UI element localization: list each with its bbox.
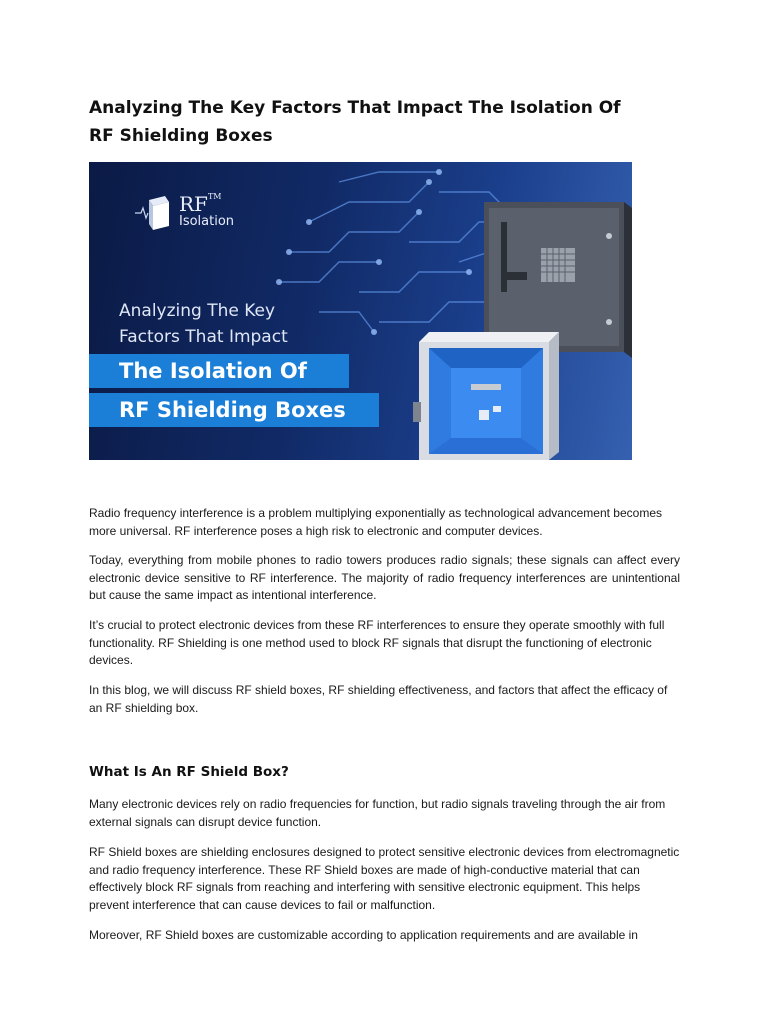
section-paragraph-3: Moreover, RF Shield boxes are customizable according to application requirements and are available in — [89, 928, 638, 942]
rf-isolation-logo — [119, 194, 239, 240]
section-paragraph-2: RF Shield boxes are shielding enclosures designed to protect sensitive electronic devices from electromagnetic and radio frequency interference. These RF Shield boxes are made of high-conductive material that can effectively block RF signals from reaching and interfering with sensitive electronic equipment. This helps prevent interference that can cause devices to fail or malfunction. — [89, 845, 680, 912]
section-heading: What Is An RF Shield Box? — [89, 764, 289, 780]
shield-boxes-illustration — [389, 202, 632, 460]
logo-rf-text: RF™ — [179, 192, 222, 216]
intro-paragraph-1: Radio frequency interference is a problem multiplying exponentially as technological advancement becomes more universal. RF interference poses a high risk to electronic and computer devices. — [89, 506, 662, 538]
banner-subtitle-line-1: Analyzing The Key — [119, 301, 276, 321]
intro-paragraph-3: It’s crucial to protect electronic devices from these RF interferences to ensure they operate smoothly with full functionality. RF Shielding is one method used to block RF signals that disrupt the functioning of electronic devices. — [89, 618, 665, 667]
section-paragraph-1: Many electronic devices rely on radio frequencies for function, but radio signals traveling through the air from external signals can disrupt device function. — [89, 797, 666, 829]
intro-paragraph-4: In this blog, we will discuss RF shield boxes, RF shielding effectiveness, and factors that affect the efficacy of an RF shielding box. — [89, 683, 668, 715]
banner-subtitle-line-2: Factors That Impact — [119, 327, 288, 347]
logo-cube-icon — [135, 194, 169, 232]
banner-highlight-line-1: The Isolation Of — [89, 354, 349, 388]
banner-highlight-line-2: RF Shielding Boxes — [89, 393, 379, 427]
article-banner-image — [89, 162, 632, 460]
article-title: Analyzing The Key Factors That Impact The Isolation Of RF Shielding Boxes — [89, 98, 621, 146]
intro-paragraph-2: Today, everything from mobile phones to radio towers produces radio signals; these signals can affect every electronic device sensitive to RF interference. The majority of radio frequency interferences are unintentional but cause the same impact as intentional interference. — [89, 553, 680, 602]
logo-isolation-text: Isolation — [179, 214, 235, 229]
